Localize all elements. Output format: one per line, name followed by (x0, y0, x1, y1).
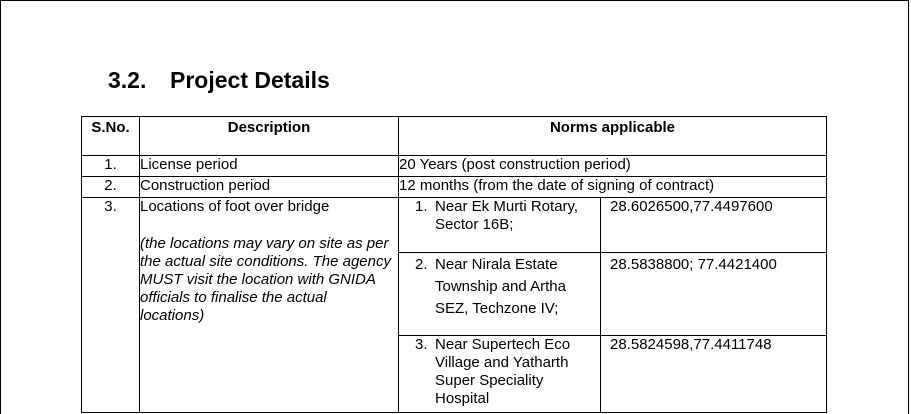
table-row (82, 198, 827, 413)
location-name-cell (399, 336, 601, 412)
section-title: Project Details (170, 67, 330, 93)
location-name: Near Ek Murti Rotary, Sector 16B; (435, 198, 579, 233)
location-item (399, 253, 826, 336)
location-name: Near Supertech Eco Village and Yatharth Super Speciality Hospital (435, 336, 571, 407)
row-sno: 3. (82, 198, 140, 413)
section-heading (108, 67, 330, 94)
location-item (399, 198, 826, 253)
row-description: License period (140, 156, 399, 177)
location-number: 3. (415, 336, 428, 353)
table-row (82, 177, 827, 198)
section-number: 3.2. (108, 67, 147, 93)
row-norms: 20 Years (post construction period) (399, 156, 827, 177)
location-note: (the locations may vary on site as per the actual site conditions. The agency MUST visit the location with GNIDA officials to finalise the actual locations) (140, 235, 391, 324)
row-description-cell (140, 198, 399, 413)
locations-cell (399, 198, 827, 413)
row-sno: 1. (82, 156, 140, 177)
table-header-row (82, 117, 827, 156)
location-name-cell (399, 253, 601, 335)
row-sno: 2. (82, 177, 140, 198)
location-number: 2. (415, 256, 428, 273)
location-coordinates: 28.5838800; 77.4421400 (610, 256, 777, 273)
row-norms: 12 months (from the date of signing of contract) (399, 177, 827, 198)
location-number: 1. (415, 198, 428, 215)
location-name: Near Nirala Estate Township and Artha SEZ, Techzone IV; (435, 256, 566, 317)
header-norms: Norms applicable (399, 117, 827, 156)
row-description: Locations of foot over bridge (140, 198, 330, 215)
location-name-cell (399, 198, 601, 252)
row-description: Construction period (140, 177, 399, 198)
header-description: Description (140, 117, 399, 156)
location-item (399, 336, 826, 412)
project-details-table (81, 116, 827, 413)
table-row (82, 156, 827, 177)
location-coordinates: 28.6026500,77.4497600 (610, 198, 773, 215)
header-sno: S.No. (82, 117, 140, 156)
location-coordinates: 28.5824598,77.4411748 (610, 336, 772, 353)
